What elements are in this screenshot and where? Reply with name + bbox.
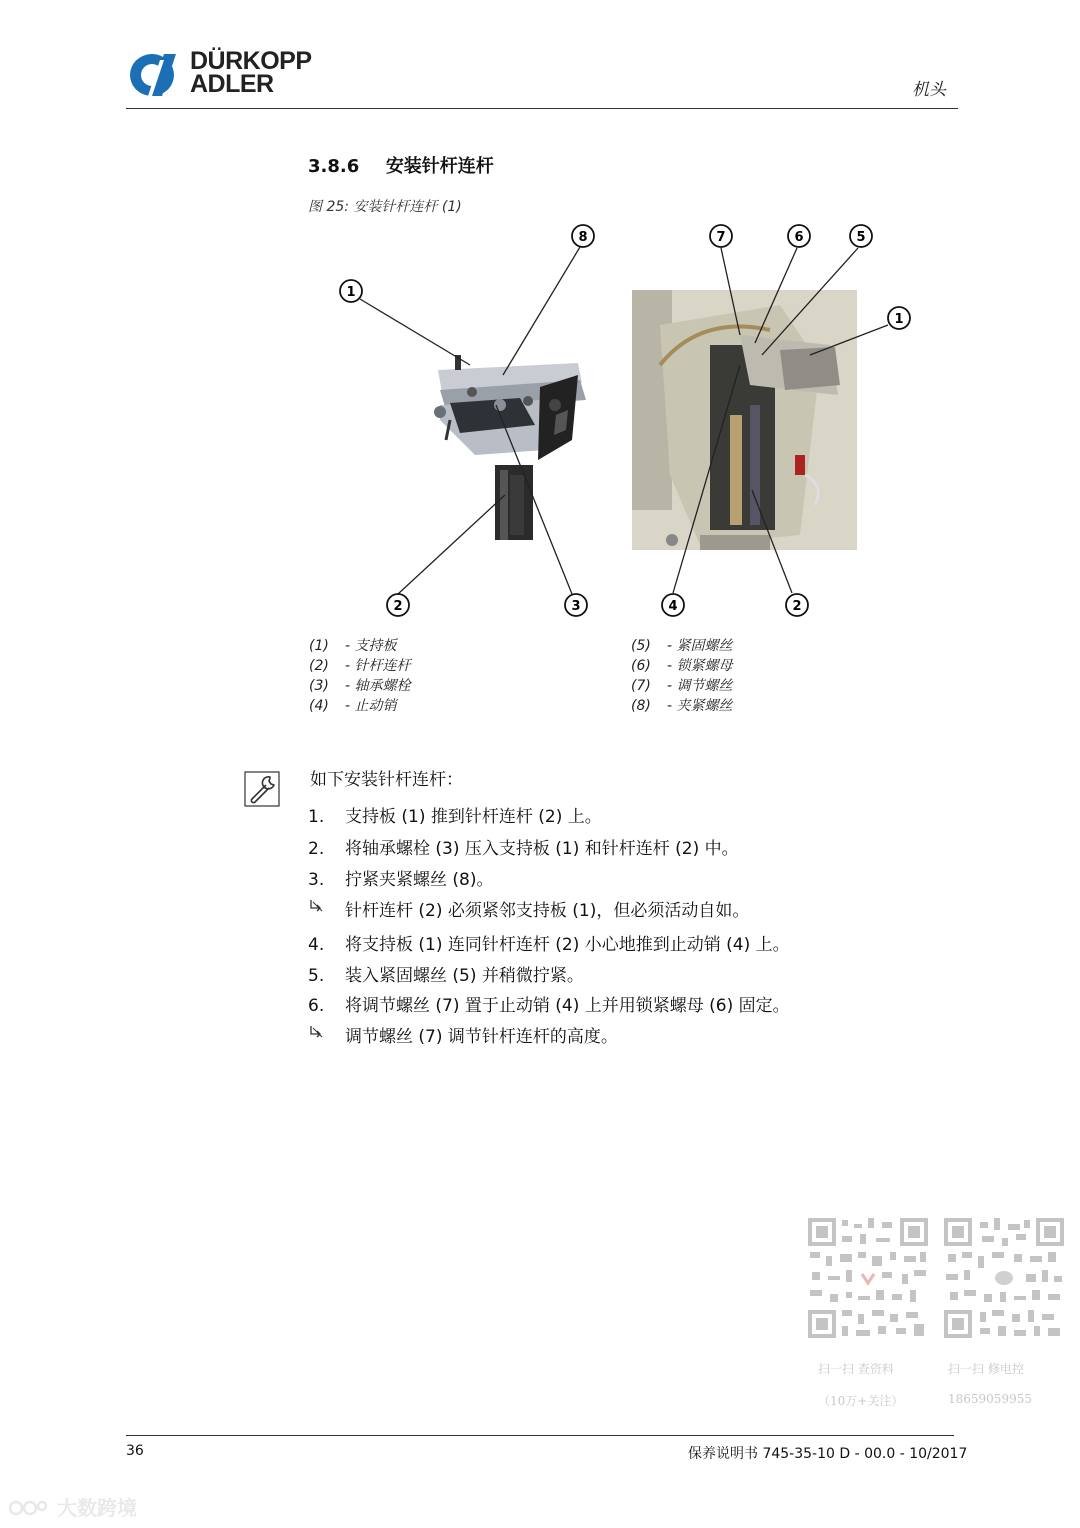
result-item (308, 896, 749, 921)
step-text: 将调节螺丝 (7) 置于止动销 (4) 上并用锁紧螺母 (6) 固定。 (345, 996, 790, 1016)
step-item (308, 961, 584, 986)
legend-item: (8) - 夹紧螺丝 (631, 698, 733, 714)
brand-logo-mark (128, 50, 188, 100)
callout-label: 3 (571, 599, 581, 614)
section-number: 3.8.6 (308, 156, 360, 177)
watermark-text: 大数跨境 (56, 1496, 137, 1520)
legend-right (631, 636, 733, 716)
callout-right-7 (710, 225, 732, 247)
callout-right-6 (788, 225, 810, 247)
callout-label: 5 (856, 230, 866, 245)
step-text: 将支持板 (1) 连同针杆连杆 (2) 小心地推到止动销 (4) 上。 (345, 935, 790, 955)
step-text: 装入紧固螺丝 (5) 并稍微拧紧。 (345, 966, 584, 986)
legend-item: (7) - 调节螺丝 (631, 678, 733, 694)
result-arrow-icon (308, 1024, 345, 1047)
callout-right-5 (850, 225, 872, 247)
header-section-label: 机头 (912, 80, 946, 100)
step-item (308, 930, 790, 955)
footer-divider (126, 1435, 954, 1436)
legend-item: (5) - 紧固螺丝 (631, 638, 733, 654)
step-marker: 5. (308, 966, 325, 986)
callout-right-4 (662, 594, 684, 616)
step-item (308, 865, 493, 890)
legend-item: (6) - 锁紧螺母 (631, 658, 733, 674)
legend-item: (3) - 轴承螺栓 (309, 678, 411, 694)
watermark-logo-icon (8, 1498, 50, 1516)
section-title-text: 安装针杆连杆 (385, 156, 494, 177)
callout-label: 7 (716, 230, 726, 245)
legend-left (309, 636, 411, 716)
header-divider (126, 108, 958, 109)
callout-left-1 (340, 280, 362, 302)
wrench-icon (244, 771, 280, 807)
qr-code-right[interactable] (942, 1216, 1066, 1340)
figure-caption: 图 25: 安装针杆连杆 (1) (308, 199, 462, 215)
step-item (308, 991, 790, 1016)
callout-label: 1 (346, 285, 356, 300)
qr-left-caption2: （10万+关注） (818, 1394, 904, 1408)
callout-label: 8 (578, 230, 588, 245)
qr-left-caption1: 扫一扫 查资料 (818, 1362, 894, 1376)
step-text: 将轴承螺栓 (3) 压入支持板 (1) 和针杆连杆 (2) 中。 (345, 839, 739, 859)
legend-item: (1) - 支持板 (309, 638, 397, 654)
legend-item: (2) - 针杆连杆 (309, 658, 411, 674)
step-item (308, 834, 739, 859)
brand-name (190, 47, 312, 98)
right-photo (632, 290, 857, 550)
step-text: 支持板 (1) 推到针杆连杆 (2) 上。 (345, 807, 602, 827)
callout-label: 1 (894, 312, 904, 327)
callout-left-3 (565, 594, 587, 616)
step-item (308, 802, 602, 827)
callout-right-2 (786, 594, 808, 616)
step-marker: 6. (308, 996, 325, 1016)
result-item (308, 1022, 618, 1047)
step-text: 拧紧夹紧螺丝 (8)。 (345, 870, 494, 890)
qr-right-caption2: 18659059955 (948, 1392, 1032, 1406)
callout-label: 2 (393, 599, 403, 614)
callout-label: 4 (668, 599, 678, 614)
figure-diagram (300, 215, 940, 625)
document-reference: 保养说明书 745-35-10 D - 00.0 - 10/2017 (688, 1446, 968, 1462)
callout-right-1 (888, 307, 910, 329)
page-number: 36 (126, 1443, 144, 1459)
watermark (8, 1492, 137, 1521)
legend-item: (4) - 止动销 (309, 698, 397, 714)
result-arrow-icon (308, 898, 345, 921)
brand-name-line2: ADLER (190, 70, 274, 98)
qr-right-caption1: 扫一扫 修电控 (948, 1362, 1024, 1376)
step-marker: 4. (308, 935, 325, 955)
callout-left-2 (387, 594, 409, 616)
callout-label: 6 (794, 230, 804, 245)
callout-left-8 (572, 225, 594, 247)
section-title (308, 152, 494, 178)
step-text: 针杆连杆 (2) 必须紧邻支持板 (1)，但必须活动自如。 (345, 901, 750, 921)
instructions-intro: 如下安装针杆连杆： (310, 770, 463, 790)
step-marker: 1. (308, 807, 325, 827)
callout-label: 2 (792, 599, 802, 614)
qr-code-left[interactable] (806, 1216, 930, 1340)
brand-name-line1: DÜRKOPP (190, 47, 312, 75)
left-photo (434, 355, 586, 540)
step-text: 调节螺丝 (7) 调节针杆连杆的高度。 (345, 1027, 618, 1047)
step-marker: 3. (308, 870, 325, 890)
step-marker: 2. (308, 839, 325, 859)
